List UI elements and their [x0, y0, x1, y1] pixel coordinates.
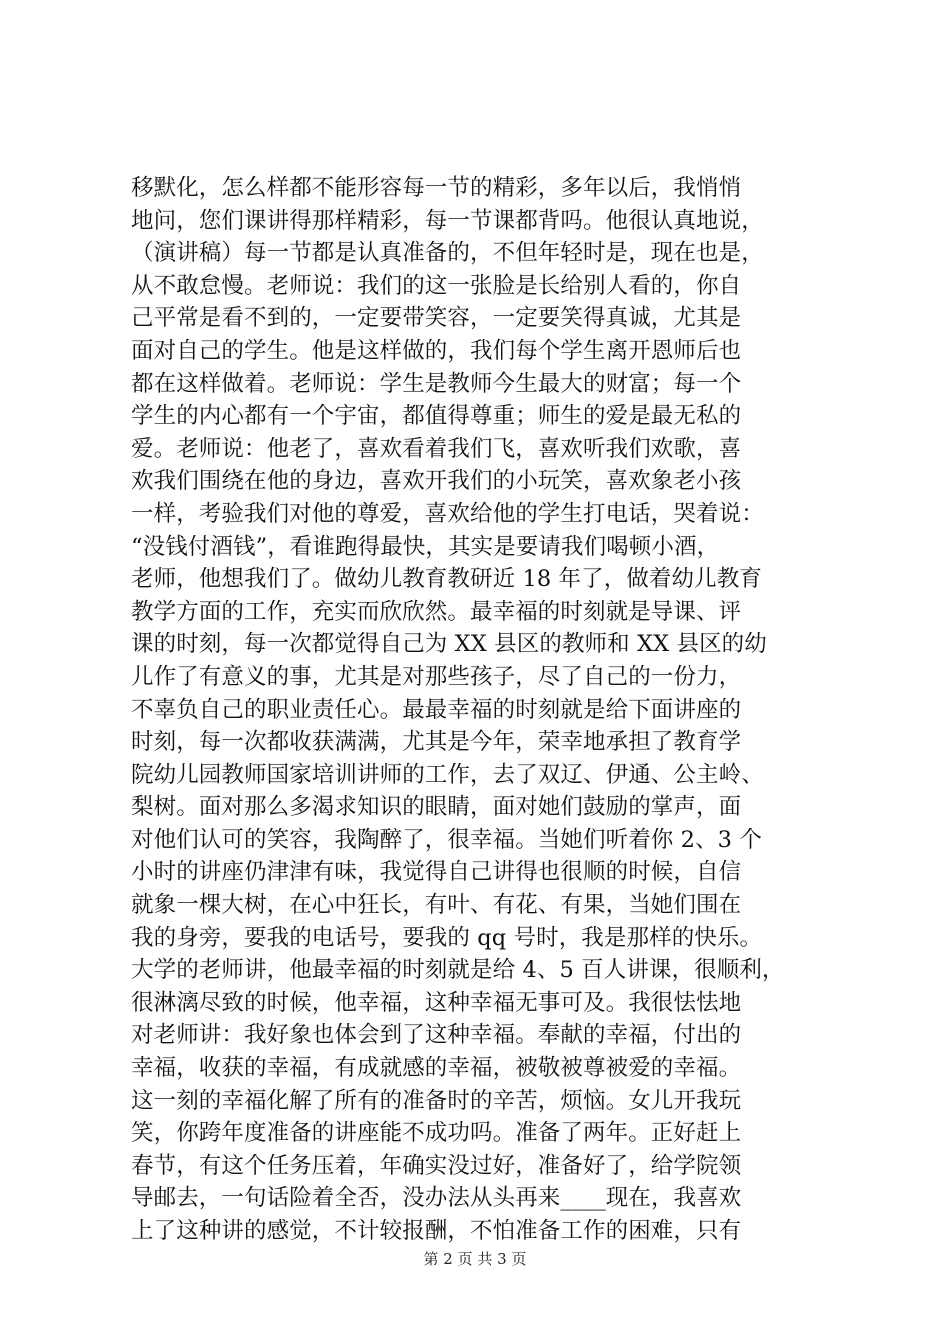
text-line: 面对自己的学生。他是这样做的，我们每个学生离开恩师后也 [131, 337, 742, 364]
text-line: 学生的内心都有一个宇宙，都值得尊重；师生的爱是最无私的 [131, 403, 742, 430]
text-line: 我的身旁，要我的电话号，要我的 qq 号时，我是那样的快乐。 [131, 924, 763, 951]
text-line: 幸福，收获的幸福，有成就感的幸福，被敬被尊被爱的幸福。 [131, 1055, 742, 1082]
text-line: 地问，您们课讲得那样精彩，每一节课都背吗。他很认真地说， [131, 207, 764, 234]
text-line: 从不敢怠慢。老师说：我们的这一张脸是长给别人看的，你自 [131, 272, 742, 299]
text-line: 院幼儿园教师国家培训讲师的工作，去了双辽、伊通、公主岭、 [131, 761, 764, 788]
text-line: 对他们认可的笑容，我陶醉了，很幸福。当她们听着你 2、3 个 [131, 826, 762, 853]
text-line: 教学方面的工作，充实而欣欣然。最幸福的时刻就是导课、评 [131, 598, 742, 625]
text-line: 这一刻的幸福化解了所有的准备时的辛苦，烦恼。女儿开我玩 [131, 1087, 742, 1114]
text-line: 大学的老师讲，他最幸福的时刻就是给 4、5 百人讲课，很顺利， [131, 957, 785, 984]
text-line: 春节，有这个任务压着，年确实没过好，准备好了，给学院领 [131, 1152, 742, 1179]
text-line: 老师，他想我们了。做幼儿教育教研近 18 年了，做着幼儿教育 [131, 566, 762, 593]
text-line: 很淋漓尽致的时候，他幸福，这种幸福无事可及。我很怯怯地 [131, 989, 742, 1016]
text-line: 课的时刻，每一次都觉得自己为 XX 县区的教师和 XX 县区的幼 [131, 631, 767, 658]
text-line: 导邮去，一句话险着全否，没办法从头再来____现在，我喜欢 [131, 1185, 742, 1212]
text-line: 小时的讲座仍津津有味，我觉得自己讲得也很顺的时候，自信 [131, 859, 742, 886]
text-line: 都在这样做着。老师说：学生是教师今生最大的财富；每一个 [131, 370, 742, 397]
text-line: 儿作了有意义的事，尤其是对那些孩子，尽了自己的一份力， [131, 663, 742, 690]
body-text [131, 172, 831, 1248]
page-number-footer: 第 2 页 共 3 页 [423, 1250, 527, 1268]
text-line: 爱。老师说：他老了，喜欢看着我们飞，喜欢听我们欢歌，喜 [131, 435, 742, 462]
text-line: “没钱付酒钱”，看谁跑得最快，其实是要请我们喝顿小酒， [131, 533, 720, 560]
text-line: 己平常是看不到的，一定要带笑容，一定要笑得真诚，尤其是 [131, 305, 742, 332]
text-line: 时刻，每一次都收获满满，尤其是今年，荣幸地承担了教育学 [131, 729, 742, 756]
text-line: 移默化，怎么样都不能形容每一节的精彩，多年以后，我悄悄 [131, 175, 742, 201]
text-line: 上了这种讲的感觉，不计较报酬，不怕准备工作的困难，只有 [131, 1218, 742, 1244]
text-line: 就象一棵大树，在心中狂长，有叶、有花、有果，当她们围在 [131, 892, 742, 919]
text-line: 欢我们围绕在他的身边，喜欢开我们的小玩笑，喜欢象老小孩 [131, 468, 742, 495]
text-line: 一样，考验我们对他的尊爱，喜欢给他的学生打电话，哭着说： [131, 500, 764, 527]
text-line: 梨树。面对那么多渴求知识的眼睛，面对她们鼓励的掌声，面 [131, 794, 742, 821]
text-line: 对老师讲：我好象也体会到了这种幸福。奉献的幸福，付出的 [131, 1022, 742, 1049]
text-line: 不辜负自己的职业责任心。最最幸福的时刻就是给下面讲座的 [131, 696, 742, 723]
text-line: 笑，你跨年度准备的讲座能不成功吗。准备了两年。正好赶上 [131, 1120, 742, 1147]
text-line: （演讲稿）每一节都是认真准备的，不但年轻时是，现在也是， [131, 240, 764, 267]
